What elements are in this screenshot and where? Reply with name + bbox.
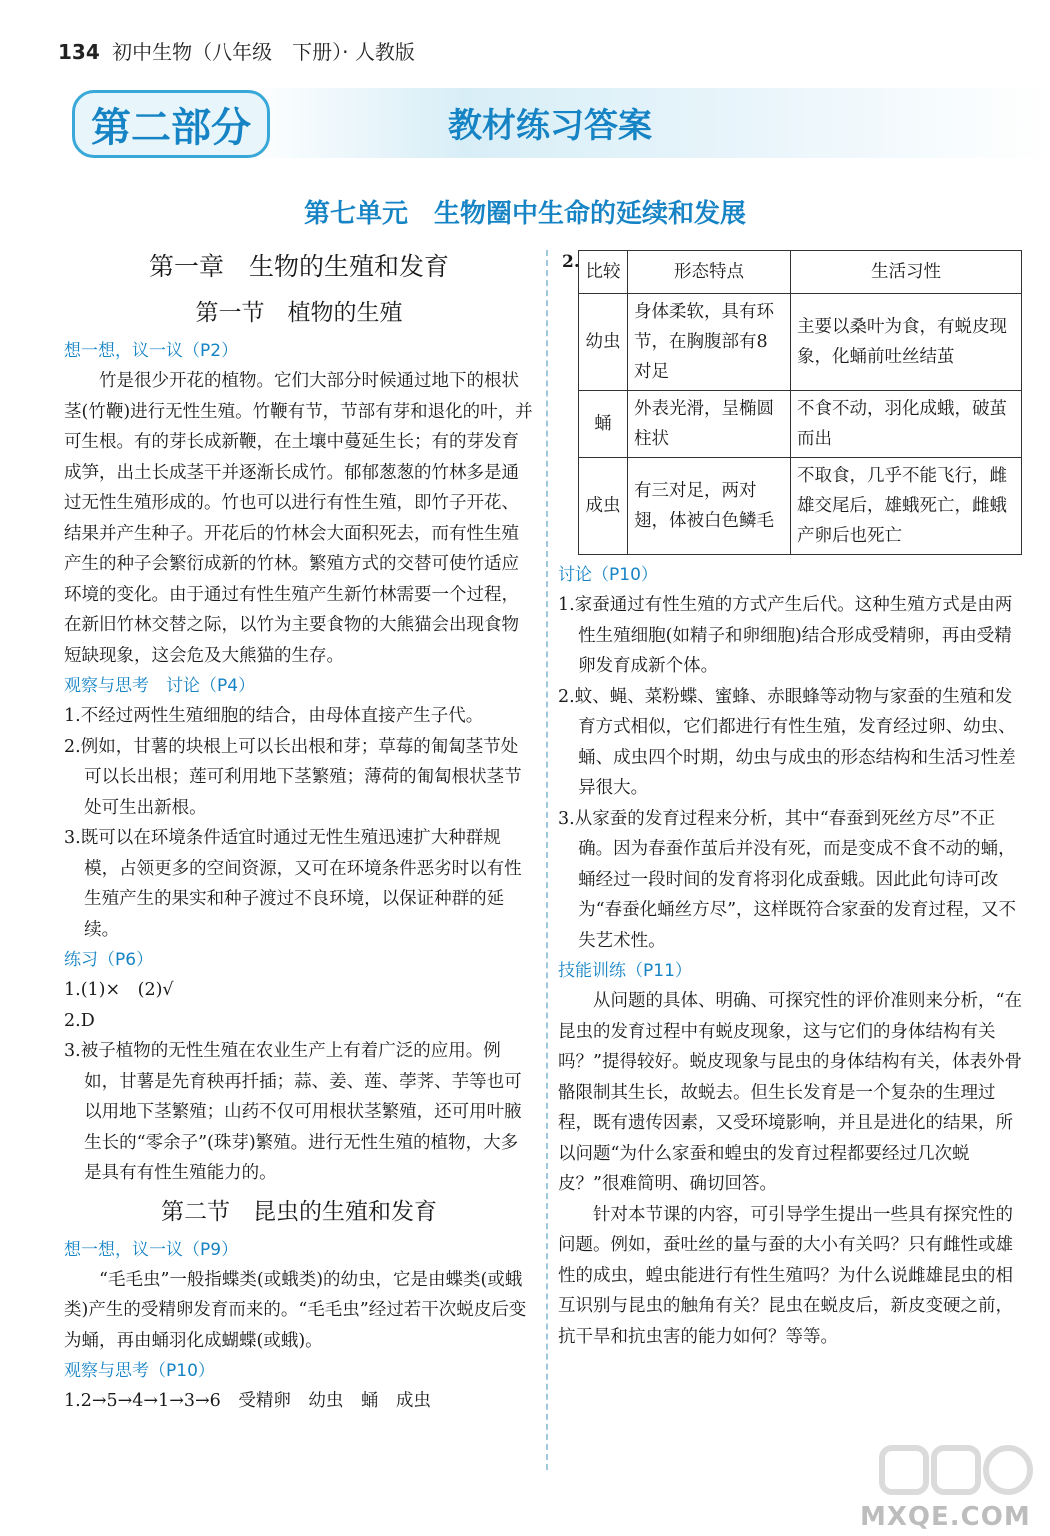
watermark-text: MXQE.COM xyxy=(860,1502,1031,1532)
part-label: 第二部分 xyxy=(91,104,251,151)
observe2-label: 观察与思考（P10） xyxy=(64,1361,215,1381)
observe-item-3: 3.既可以在环境条件适宜时通过无性生殖迅速扩大种群规模，占领更多的空间资源，又可在环境条件恶劣时以有性生殖产生的果实和种子渡过不良环境，以保证种群的延续。 xyxy=(64,828,522,940)
table-cell-habit: 主要以桑叶为食，有蜕皮现象，化蛹前吐丝结茧 xyxy=(791,294,1022,391)
skill-paragraph-1: 从问题的具体、明确、可探究性的评价准则来分析，“在昆虫的发育过程中有蜕皮现象，这与它们的身体结构有关吗？”提得较好。蜕皮现象与昆虫的身体结构有关，体表外骨骼限制其生长，故蜕去。但生长发育是一个复杂的生理过程，既有遗传因素，又受环境影响，并且是进化的结果，所以问题“为什么家蚕和蝗虫的发育过程都要经过几次蜕皮？”很难简明、确切回答。 xyxy=(558,991,1022,1194)
left-column xyxy=(64,244,534,1417)
unit-title: 第七单元 生物圈中生命的延续和发展 xyxy=(303,199,746,229)
table-cell-form: 外表光滑，呈椭圆柱状 xyxy=(628,391,791,458)
table-row xyxy=(579,458,1022,555)
practice-item-1: 1.(1)× (2)√ xyxy=(64,980,174,1000)
skill-label: 技能训练（P11） xyxy=(558,961,692,981)
table-row xyxy=(579,294,1022,391)
discuss-item-1: 1.家蚕通过有性生殖的方式产生后代。这种生殖方式是由两性生殖细胞(如精子和卵细胞)结合形成受精卵，再由受精卵发育成新个体。 xyxy=(558,595,1013,676)
table-cell-form: 有三对足，两对翅，体被白色鳞毛 xyxy=(628,458,791,555)
table-cell-stage: 蛹 xyxy=(579,391,628,458)
page-header xyxy=(58,36,415,65)
page-number: 134 xyxy=(58,40,100,64)
practice-label: 练习（P6） xyxy=(64,950,154,970)
observe2-item: 1.2→5→4→1→3→6 受精卵 幼虫 蛹 成虫 xyxy=(64,1391,431,1411)
discuss-label: 讨论（P10） xyxy=(558,565,658,585)
table-cell-habit: 不食不动，羽化成蛾，破茧而出 xyxy=(791,391,1022,458)
think-text: 竹是很少开花的植物。它们大部分时候通过地下的根状茎(竹鞭)进行无性生殖。竹鞭有节，节部有芽和退化的叶，并可生根。有的芽长成新鞭，在土壤中蔓延生长；有的芽发育成笋，出土长成茎干并逐渐长成竹。郁郁葱葱的竹林多是通过无性生殖形成的。竹也可以进行有性生殖，即竹子开花、结果并产生种子。开花后的竹林会大面积死去，而有性生殖产生的种子会繁衍成新的竹林。繁殖方式的交替可使竹适应环境的变化。由于通过有性生殖产生新竹林需要一个过程，在新旧竹林交替之际，以竹为主要食物的大熊猫会出现食物短缺现象，这会危及大熊猫的生存。 xyxy=(64,371,533,666)
practice-item-3: 3.被子植物的无性生殖在农业生产上有着广泛的应用。例如，甘薯是先育秧再扦插；蒜、姜、莲、荸荠、芋等也可以用地下茎繁殖；山药不仅可用根状茎繁殖，还可用叶腋生长的“零余子”(珠芽)繁殖。进行无性生殖的植物，大多是具有有性生殖能力的。 xyxy=(64,1041,522,1183)
think2-text: “毛毛虫”一般指蝶类(或蛾类)的幼虫，它是由蝶类(或蛾类)产生的受精卵发育而来的。“毛毛虫”经过若干次蜕皮后变为蛹，再由蛹羽化成蝴蝶(或蛾)。 xyxy=(64,1269,527,1351)
section-title-2: 第二节 昆虫的生殖和发育 xyxy=(161,1198,437,1225)
table-header: 比较 xyxy=(579,251,628,294)
think-label: 想一想，议一议（P2） xyxy=(64,341,239,361)
observe-item-2: 2.例如，甘薯的块根上可以长出根和芽；草莓的匍匐茎节处可以长出根；莲可利用地下茎繁殖；薄荷的匍匐根状茎节处可生出新根。 xyxy=(64,736,522,818)
practice-item-2: 2.D xyxy=(64,1010,95,1031)
observe-label: 观察与思考 讨论（P4） xyxy=(64,676,256,696)
chapter-title: 第一章 生物的生殖和发育 xyxy=(148,252,449,281)
skill-paragraph-2: 针对本节课的内容，可引导学生提出一些具有探究性的问题。例如，蚕吐丝的量与蚕的大小有关吗？只有雌性或雄性的成虫，蝗虫能进行有性生殖吗？为什么说雌雄昆虫的相互识别与昆虫的触角有关？昆虫在蜕皮后，新皮变硬之前，抗干旱和抗虫害的能力如何？等等。 xyxy=(558,1204,1013,1347)
table-cell-habit: 不取食，几乎不能飞行，雌雄交尾后，雄蛾死亡，雌蛾产卵后也死亡 xyxy=(791,458,1022,555)
right-column xyxy=(558,560,1024,1352)
section-title-1: 第一节 植物的生殖 xyxy=(195,300,403,326)
table-header-row xyxy=(579,251,1022,294)
column-divider xyxy=(546,250,548,1470)
silkworm-stage-table xyxy=(578,250,1022,555)
table-row xyxy=(579,391,1022,458)
table-cell-form: 身体柔软，具有环节，在胸腹部有8对足 xyxy=(628,294,791,391)
table-header: 形态特点 xyxy=(628,251,791,294)
part-label-box xyxy=(72,90,270,158)
banner-title: 教材练习答案 xyxy=(448,106,652,146)
table-number: 2. xyxy=(562,252,580,272)
think2-label: 想一想，议一议（P9） xyxy=(64,1239,239,1260)
table-header: 生活习性 xyxy=(791,251,1022,294)
table-cell-stage: 幼虫 xyxy=(579,294,628,391)
table-cell-stage: 成虫 xyxy=(579,458,628,555)
discuss-item-2: 2.蚊、蝇、菜粉蝶、蜜蜂、赤眼蜂等动物与家蚕的生殖和发育方式相似，它们都进行有性生殖，发育经过卵、幼虫、蛹、成虫四个时期，幼虫与成虫的形态结构和生活习性差异很大。 xyxy=(558,686,1016,798)
book-title: 初中生物（八年级 下册）· 人教版 xyxy=(112,40,415,64)
observe-item-1: 1.不经过两性生殖细胞的结合，由母体直接产生子代。 xyxy=(64,706,484,726)
discuss-item-3: 3.从家蚕的发育过程来分析，其中“春蚕到死丝方尽”不正确。因为春蚕作茧后并没有死，而是变成不食不动的蛹，蛹经过一段时间的发育将羽化成蚕蛾。因此此句诗可改为“春蚕化蛹丝方尽”，这样既符合家蚕的发育过程，又不失艺术性。 xyxy=(558,808,1017,951)
